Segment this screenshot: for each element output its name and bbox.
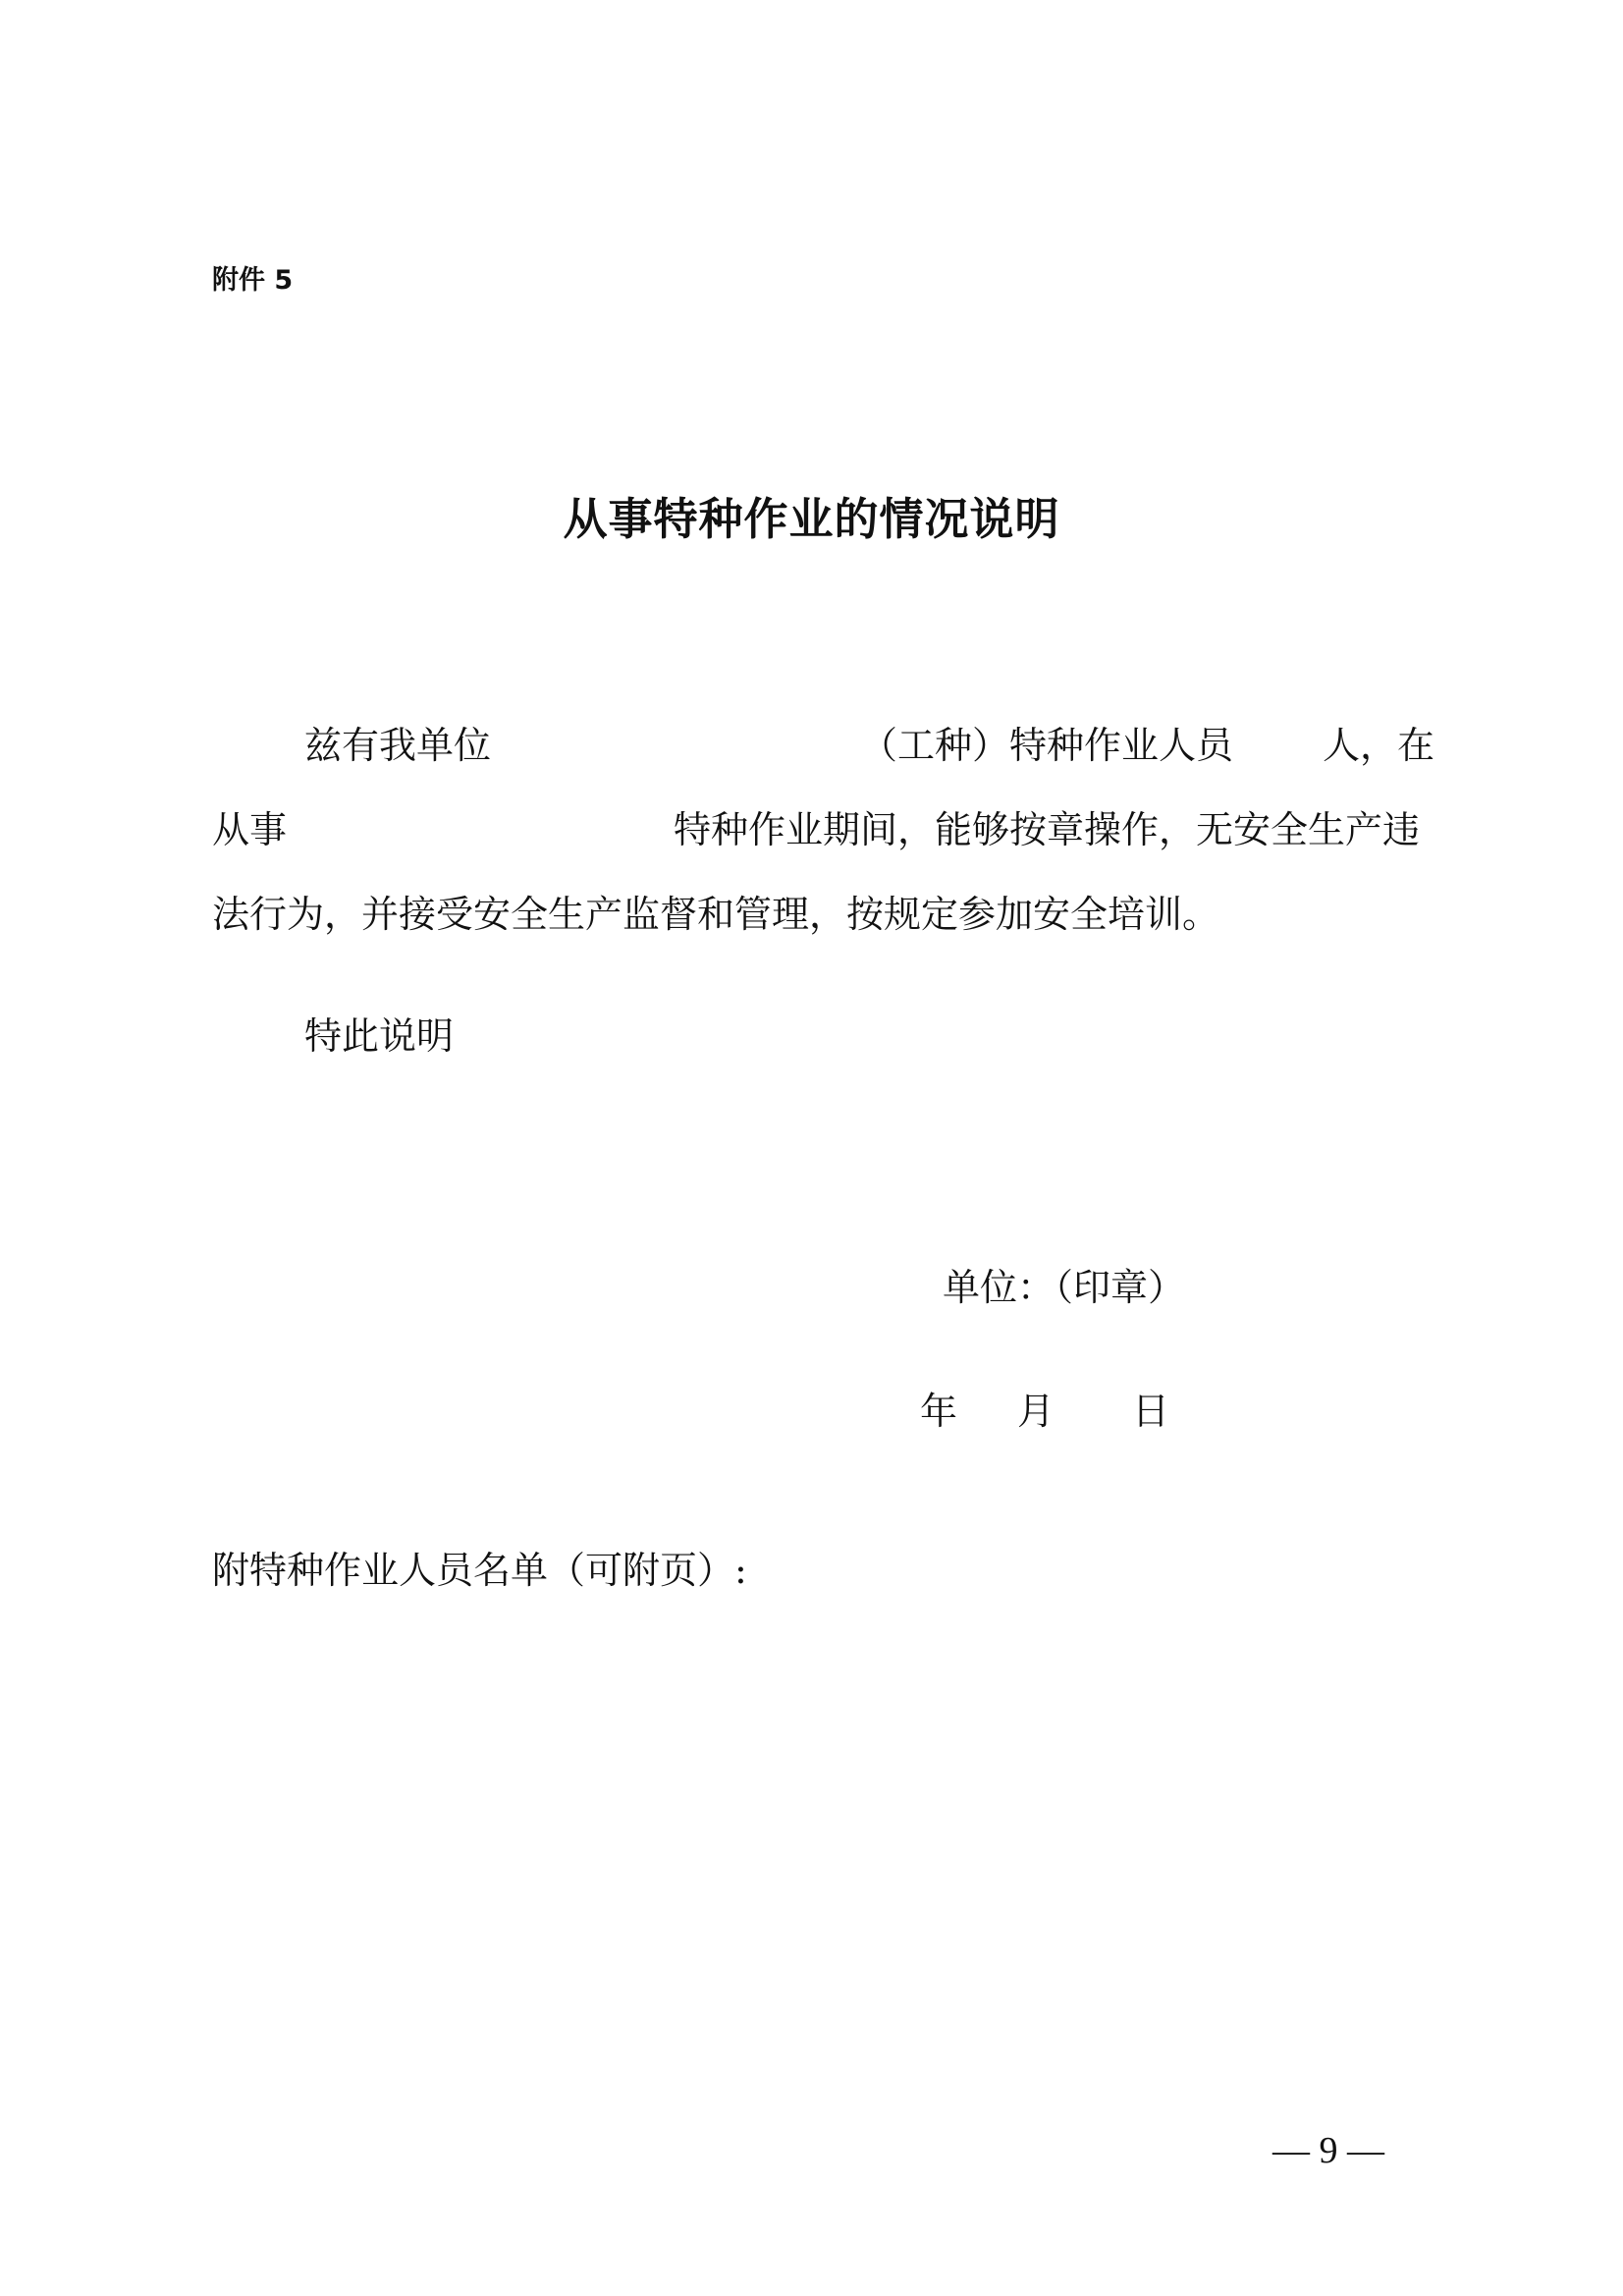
closing-statement: 特此说明 bbox=[304, 1014, 455, 1058]
compliance-text: 法行为，并接受安全生产监督和管理，按规定参加安全培训。 bbox=[212, 893, 1220, 936]
work-type-text: （工种）特种作业人员 bbox=[860, 724, 1234, 767]
engaged-in-text: 从事 bbox=[212, 808, 288, 851]
unit-seal-label: 单位：（印章） bbox=[943, 1266, 1186, 1309]
period-conduct-text: 特种作业期间，能够按章操作，无安全生产违 bbox=[674, 808, 1421, 851]
year-label: 年 bbox=[920, 1390, 958, 1433]
document-title: 从事特种作业的情况说明 bbox=[563, 493, 1060, 545]
attachment-label: 附件 5 bbox=[212, 265, 294, 296]
page-number: — 9 — bbox=[1272, 2130, 1384, 2171]
day-label: 日 bbox=[1132, 1390, 1170, 1433]
person-count-unit-text: 人，在 bbox=[1323, 724, 1435, 767]
intro-text: 兹有我单位 bbox=[304, 724, 492, 767]
attachment-list-label: 附特种作业人员名单（可附页）: bbox=[212, 1549, 747, 1592]
month-label: 月 bbox=[1017, 1390, 1055, 1433]
